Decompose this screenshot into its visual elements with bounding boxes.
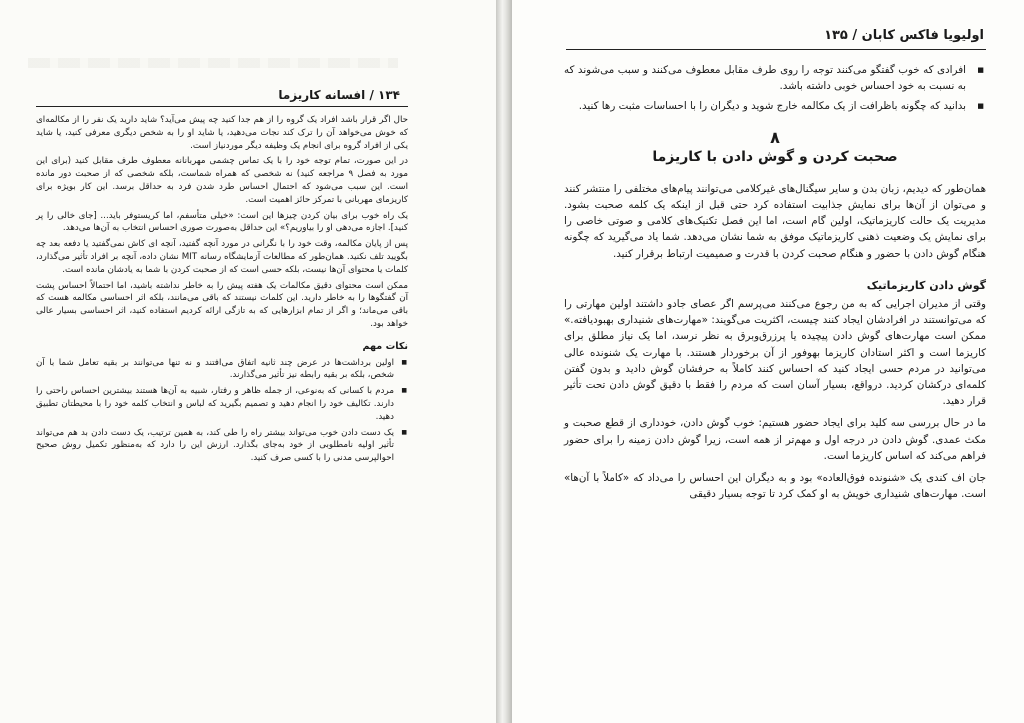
- section-paragraph: ما در حال بررسی سه کلید برای ایجاد حضور هستیم: خوب گوش دادن، خودداری از قطع صحبت و مکث عمدی. گوش دادن در درجه اول و مهم‌تر از همه است، زیرا گوش دادن زمینه را برای حضور فراهم می‌کند که اساس کاریزما است.: [564, 417, 986, 462]
- left-paragraph: حال اگر قرار باشد افراد یک گروه را از هم جدا کنید چه پیش می‌آید؟ شاید دارید یک نفر را از مکالمه‌ای که خوش می‌خواهد آن را ترک کند نجات می‌دهید، یا شاید او را به شخص دیگری معرفی کنید، یا شاید یکی از افراد گروه برای انجام یک وظیفه دیگر موردنیاز است.: [36, 115, 408, 151]
- book-gutter: [496, 0, 512, 723]
- summary-bullet: ■ بدانید که چگونه باظرافت از یک مکالمه خارج شوید و دیگران را با احساسات مثبت رها کنید.: [564, 98, 966, 114]
- chapter-title: صحبت کردن و گوش دادن با کاریزما: [652, 148, 898, 165]
- chapter-intro: همان‌طور که دیدیم، زبان بدن و سایر سیگنال‌های غیرکلامی می‌توانند پیام‌های مختلفی را منتشر کنند و می‌توان از آن‌ها برای نمایش جذابیت استفاده کرد حتی قبل از اینکه یک کلمه صحبت بشود. مدیریت یک حالت کاریزماتیک، اولین گام است، اما این فصل تکنیک‌های کلامی و صوتی خاصی را برای نمایش یک وضعیت ذهنی کاریزماتیک موفق به شما نشان می‌دهد. شما یاد می‌گیرید که چگونه هنگام گوش دادن با حضور و هنگام صحبت کردن با قدرت و صمیمیت ارتباط برقرار کنید.: [564, 182, 986, 260]
- notes-list: [36, 357, 408, 465]
- section-paragraph: جان اف کندی یک «شنونده فوق‌العاده» بود و به دیگران این احساس را می‌داد که «کاملاً با آن‌ها» است. مهارت‌های شنیداری خویش به او کمک کرد تا توجه بسیار دقیقی: [564, 472, 986, 501]
- left-header-rule: [36, 106, 408, 107]
- section-heading: گوش دادن کاریزماتیک: [866, 278, 986, 292]
- note-item: ■ مردم با کسانی که به‌نوعی، از جمله ظاهر و رفتار، شبیه به آن‌ها هستند بیشترین احساس راحتی را دارند. تکالیف خود را انجام دهید و تصمیم بگیرید که لباس و انتخاب کلمه خود را با محیطتان تطبیق دهید.: [36, 385, 394, 423]
- note-item: ■ اولین برداشت‌ها در عرض چند ثانیه اتفاق می‌افتند و نه تنها می‌توانند بر بقیه تعامل شما با آن شخص، بلکه بر بقیه رابطه نیز تأثیر می‌گذارند.: [36, 357, 394, 383]
- section-paragraph: وقتی از مدیران اجرایی که به من رجوع می‌کنند می‌پرسم اگر عصای جادو داشتند اولین مهارتی را که می‌توانستند در افرادشان ایجاد کنند چیست، اکثریت می‌گویند: «مهارت‌های شنیداری بهبودیافته.» ممکن است مهارت‌های گوش دادن پیچیده یا پرزرق‌وبرق به نظر نرسد، اما یک نیاز مطلق برای کاریزما است و اکثر استادان کاریزما بهوفور از آن برخوردار هستند. با مهارت یک شنونده عالی می‌توانید در مردم حسی ایجاد کنید که احساس کنند کاملاً به حرفشان گوش دادید و بدون گفتن کلمه‌ای درکشان کردید. درواقع، بسیار آسان است که مردم را فقط با دقیق گوش دادن تحت تأثیر قرار دهید.: [564, 298, 986, 408]
- left-paragraph: یک راه خوب برای بیان کردن چیزها این است: «خیلی متأسفم، اما کریستوفر باید... [جای خالی را پر کنید]. اجازه می‌دهی او را بیاوریم؟» این حداقل به‌صورت صوری احساس انتخاب به آن‌ها می‌دهد.: [36, 210, 408, 234]
- left-page: [0, 0, 496, 723]
- note-item: ■ یک دست دادن خوب می‌تواند بیشتر راه را طی کند، به همین ترتیب، یک دست دادن بد هم می‌تواند تأثیر اولیه نامطلوبی از خود به‌جای بگذارد. ارزش این را دارد که به‌منظور تکمیل روش صحیح احوالپرسی مدنی را با کسی صرف کنید.: [36, 427, 394, 465]
- summary-bullets: [564, 62, 986, 115]
- left-paragraph: در این صورت، تمام توجه خود را با یک تماس چشمی مهربانانه معطوف طرف مقابل کنید (برای این مورد به فصل ۹ مراجعه کنید) نه شخصی که همراه شماست، بلکه شخصی که از صحبت دور مانده است. این سبب می‌شود که احتمال احساس طرد شدن فرد به حداقل برسد. این کار بویژه برای کاریزمای مهربانی با تمرکز حائز اهمیت است.: [36, 156, 408, 205]
- summary-bullet: ■ افرادی که خوب گفتگو می‌کنند توجه را روی طرف مقابل معطوف می‌کنند و سبب می‌شوند که به نسبت به خود احساس خوبی داشته باشد.: [564, 62, 966, 94]
- left-paragraph: پس از پایان مکالمه، وقت خود را با نگرانی در مورد آنچه گفتید، آنچه ای کاش نمی‌گفتید یا دفعه بعد چه بگویید تلف نکنید. همان‌طور که مطالعات آزمایشگاه رسانه MIT نشان داده، آنچه بر افراد تأثیر می‌گذارد، کلمات یا محتوای آن‌ها نیست، بلکه حسی است که از صحبت کردن با شما به یادشان مانده است.: [36, 239, 408, 275]
- right-page: [512, 0, 1024, 723]
- chapter-number: ۸: [770, 127, 780, 147]
- left-text-column: [36, 114, 408, 468]
- bleed-through-shadow: [28, 58, 398, 68]
- notes-heading: نکات مهم: [362, 340, 408, 352]
- right-header-rule: [566, 49, 986, 50]
- left-page-header: ۱۳۴ / افسانه کاریزما: [278, 88, 400, 102]
- right-page-header: اولیویا فاکس کابان / ۱۳۵: [824, 28, 984, 43]
- right-text-column: [564, 62, 986, 508]
- left-paragraph: ممکن است محتوای دقیق مکالمات یک هفته پیش را به خاطر نداشته باشید، اما احتمالاً احساس پشت آن گفتگوها را به خاطر دارید. این کلمات نیستند که باقی می‌مانند، بلکه اثر احساسی مکالمه هست که باقی می‌ماند؛ و اگر از تمام ابزارهایی که به تازگی ارائه کردیم استفاده کنید، اثر احساسی بسیار عالی خواهد بود.: [36, 280, 408, 329]
